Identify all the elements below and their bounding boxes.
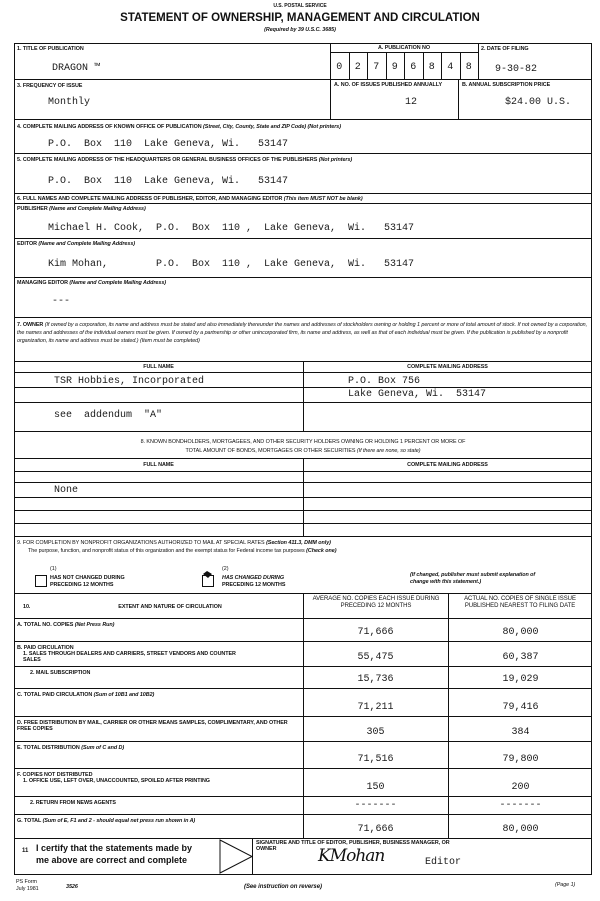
- owner-address-line1: P.O. Box 756: [348, 376, 421, 387]
- circulation-avg-value: 55,475: [357, 652, 394, 663]
- circulation-avg-value: 71,666: [357, 824, 394, 835]
- pubno-digit: 8: [428, 62, 435, 73]
- managing-editor-label-note: (Name and Complete Mailing Address): [69, 280, 167, 286]
- footer-date: July 1981: [16, 886, 39, 892]
- circulation-row-label-text: E. TOTAL DISTRIBUTION: [17, 745, 80, 751]
- managing-editor-label: MANAGING EDITOR: [17, 280, 68, 286]
- circulation-actual-value: 79,800: [502, 754, 539, 765]
- opt2-num: (2): [222, 566, 229, 572]
- owner-col-name: FULL NAME: [143, 364, 174, 370]
- circulation-row-label-text: C. TOTAL PAID CIRCULATION: [17, 692, 93, 698]
- bondholders-text1: 8. KNOWN BONDHOLDERS, MORTGAGEES, AND OTHER SECURITY HOLDERS OWNING OR HOLDING 1 PERCENT OR MORE OF: [140, 439, 466, 445]
- circulation-avg-value: 71,516: [357, 754, 394, 765]
- agency-name: U.S. POSTAL SERVICE: [273, 3, 327, 9]
- names-label: 6. FULL NAMES AND COMPLETE MAILING ADDRESS OF PUBLISHER, EDITOR, AND MANAGING EDITOR: [17, 196, 283, 202]
- nonprofit-note1: (Section 411.3, DMM only): [266, 540, 331, 546]
- filing-date-value: 9-30-82: [495, 64, 538, 75]
- bondholders-col-address: COMPLETE MAILING ADDRESS: [407, 462, 488, 468]
- opt1-num: (1): [50, 566, 57, 572]
- opt2-line1: HAS CHANGED DURING: [222, 575, 284, 581]
- publisher-label-note: (Name and Complete Mailing Address): [49, 206, 146, 212]
- footer-number: 3526: [66, 884, 78, 890]
- frequency-label: 3. FREQUENCY OF ISSUE: [17, 83, 83, 89]
- circulation-row-label-text: B. PAID CIRCULATION: [17, 645, 74, 651]
- price-label: B. ANNUAL SUBSCRIPTION PRICE: [462, 82, 551, 88]
- arrow-icon: [218, 838, 256, 875]
- office-address-value: P.O. Box 110 Lake Geneva, Wi. 53147: [48, 139, 289, 150]
- publisher-value: Michael H. Cook, P.O. Box 110 , Lake Geneva, Wi. 53147: [48, 223, 415, 234]
- frequency-value: Monthly: [48, 97, 91, 108]
- opt2-line2: PRECEDING 12 MONTHS: [222, 582, 286, 588]
- opt2-checkbox[interactable]: [202, 575, 214, 587]
- circulation-row-label: [30, 800, 310, 806]
- title-label: 1. TITLE OF PUBLICATION: [17, 46, 84, 52]
- price-value: $24.00 U.S.: [505, 97, 572, 108]
- hq-address-value: P.O. Box 110 Lake Geneva, Wi. 53147: [48, 176, 289, 187]
- circulation-col-actual: ACTUAL NO. COPIES OF SINGLE ISSUE PUBLISHED NEAREST TO FILING DATE: [464, 596, 576, 609]
- circulation-actual-value: 200: [511, 782, 530, 793]
- footer-page: (Page 1): [555, 882, 576, 888]
- circulation-row-label: [17, 818, 297, 824]
- opt1-line1: HAS NOT CHANGED DURING: [50, 575, 125, 581]
- office-address-label: 4. COMPLETE MAILING ADDRESS OF KNOWN OFFICE OF PUBLICATION: [17, 124, 202, 130]
- circulation-actual-value: -------: [499, 800, 542, 811]
- circulation-actual-value: 80,000: [502, 824, 539, 835]
- signature-label: SIGNATURE AND TITLE OF EDITOR, PUBLISHER, BUSINESS MANAGER, OR OWNER: [256, 840, 450, 852]
- pubno-label: A. PUBLICATION NO: [377, 45, 431, 51]
- cert-number: 11: [22, 848, 29, 854]
- cert-line2: me above are correct and complete: [36, 855, 188, 865]
- pubno-digit: 0: [336, 62, 343, 73]
- circulation-row-label-text: 2. MAIL SUBSCRIPTION: [30, 670, 91, 676]
- circulation-avg-value: 150: [366, 782, 385, 793]
- circulation-row-label-note: (Net Press Run): [74, 622, 115, 628]
- footer-form: PS Form: [16, 879, 37, 885]
- hq-address-label-note: (Not printers): [318, 157, 353, 163]
- circulation-actual-value: 79,416: [502, 702, 539, 713]
- circulation-col-extent: EXTENT AND NATURE OF CIRCULATION: [118, 604, 222, 610]
- circulation-avg-value: 71,666: [357, 627, 394, 638]
- editor-label: EDITOR: [17, 241, 37, 247]
- circulation-row-label: [17, 772, 297, 784]
- nonprofit-text1: 9. FOR COMPLETION BY NONPROFIT ORGANIZATIONS AUTHORIZED TO MAIL AT SPECIAL RATES: [17, 540, 265, 546]
- title-value: DRAGON ™: [52, 63, 101, 74]
- bondholders-value: None: [54, 485, 79, 496]
- bondholders-text2: TOTAL AMOUNT OF BONDS, MORTGAGES OR OTHER SECURITIES: [185, 448, 356, 454]
- pubno-digit: 7: [373, 62, 380, 73]
- circulation-actual-value: 60,387: [502, 652, 539, 663]
- signer-title: Editor: [425, 857, 462, 868]
- circulation-row-label: [17, 692, 297, 698]
- circulation-col-avg: AVERAGE NO. COPIES EACH ISSUE DURING PRECEDING 12 MONTHS: [312, 596, 440, 609]
- cert-line1: I certify that the statements made by: [36, 843, 193, 853]
- circulation-row-label: [17, 720, 297, 732]
- pubno-digit: 9: [391, 62, 398, 73]
- owner-instructions: (If owned by a corporation, its name and address must be stated and also immediately thereunder the names and addresses of stockholders owning or holding 1 percent or more of total amount of stock. If not owned by a corporation, the names and addresses of the individual owners must be given. If owned by a partnership or other unincorporated firm, its name and address, as well as that of each individual must be given. If the publication is published by a nonprofit organization, its name and address must be stated.) (Item must be completed): [17, 322, 588, 344]
- circulation-avg-value: 15,736: [357, 674, 394, 685]
- bondholders-col-name: FULL NAME: [143, 462, 174, 468]
- circulation-actual-value: 19,029: [502, 674, 539, 685]
- form-title: STATEMENT OF OWNERSHIP, MANAGEMENT AND CIRCULATION: [120, 12, 480, 24]
- circulation-row-label-note: (Sum of E, F1 and 2 - should equal net press run shown in A): [42, 818, 196, 824]
- office-address-label-note: (Street, City, County, State and ZIP Code) (Not printers): [203, 124, 341, 130]
- opt1-checkbox[interactable]: [35, 575, 47, 587]
- issues-label: A. NO. OF ISSUES PUBLISHED ANNUALLY: [334, 82, 443, 88]
- circulation-number: 10.: [23, 604, 31, 610]
- nonprofit-note2: (Check one): [306, 548, 337, 554]
- owner-name-value: TSR Hobbies, Incorporated: [54, 376, 205, 387]
- filing-date-label: 2. DATE OF FILING: [481, 46, 529, 52]
- publisher-label: PUBLISHER: [17, 206, 48, 212]
- pubno-digit: 8: [465, 62, 472, 73]
- editor-label-note: (Name and Complete Mailing Address): [38, 241, 136, 247]
- form-subtitle: (Required by 39 U.S.C. 3685): [264, 27, 336, 33]
- pubno-digit: 2: [354, 62, 361, 73]
- pubno-digit: 4: [447, 62, 454, 73]
- circulation-avg-value: 305: [366, 727, 385, 738]
- owner-col-address: COMPLETE MAILING ADDRESS: [407, 364, 488, 370]
- footer-instruction: (See instruction on reverse): [244, 884, 322, 890]
- circulation-row-label-text: G. TOTAL: [17, 818, 42, 824]
- circulation-avg-value: 71,211: [357, 702, 394, 713]
- owner-address-line2: Lake Geneva, Wi. 53147: [348, 389, 487, 400]
- pubno-digit: 6: [410, 62, 417, 73]
- circulation-row-sublabel: 1. SALES THROUGH DEALERS AND CARRIERS, STREET VENDORS AND COUNTER SALES: [23, 651, 236, 663]
- circulation-row-label: [17, 622, 297, 628]
- circulation-row-label-text: A. TOTAL NO. COPIES: [17, 622, 74, 628]
- owner-addendum: see addendum "A": [54, 410, 163, 421]
- circulation-row-label-text: D. FREE DISTRIBUTION BY MAIL, CARRIER OR OTHER MEANS SAMPLES, COMPLIMENTARY, AND OTHER FREE COPIES: [17, 720, 288, 732]
- editor-value: Kim Mohan, P.O. Box 110 , Lake Geneva, Wi. 53147: [48, 259, 415, 270]
- circulation-row-label: [17, 645, 297, 663]
- owner-label: 7. OWNER: [17, 322, 44, 328]
- circulation-row-label-text: F. COPIES NOT DISTRIBUTED: [17, 772, 93, 778]
- names-label-note: (This item MUST NOT be blank): [283, 196, 363, 202]
- circulation-actual-value: 80,000: [502, 627, 539, 638]
- nonprofit-text2: The purpose, function, and nonprofit status of this organization and the exempt status for Federal income tax purposes: [28, 548, 305, 554]
- circulation-row-label-text: 2. RETURN FROM NEWS AGENTS: [30, 800, 116, 806]
- circulation-row-label-note: (Sum of C and D): [81, 745, 125, 751]
- circulation-row-label: [30, 670, 310, 676]
- circulation-row-label: [17, 745, 297, 751]
- change-note-line2: change with this statement.): [410, 579, 482, 585]
- check-mark-icon: [202, 570, 214, 582]
- managing-editor-value: ---: [52, 296, 71, 307]
- signature: KMohan: [318, 846, 385, 866]
- issues-value: 12: [405, 97, 418, 108]
- opt1-line2: PRECEDING 12 MONTHS: [50, 582, 114, 588]
- bondholders-note: (If there are none, so state): [356, 448, 421, 454]
- hq-address-label: 5. COMPLETE MAILING ADDRESS OF THE HEADQUARTERS OR GENERAL BUSINESS OFFICES OF THE PUBLISHERS: [17, 157, 318, 163]
- circulation-actual-value: 384: [511, 727, 530, 738]
- circulation-avg-value: -------: [354, 800, 397, 811]
- change-note-line1: (If changed, publisher must submit explanation of: [410, 572, 536, 578]
- circulation-row-label-note: (Sum of 10B1 and 10B2): [93, 692, 155, 698]
- circulation-row-sublabel: 1. OFFICE USE, LEFT OVER, UNACCOUNTED, SPOILED AFTER PRINTING: [23, 778, 210, 784]
